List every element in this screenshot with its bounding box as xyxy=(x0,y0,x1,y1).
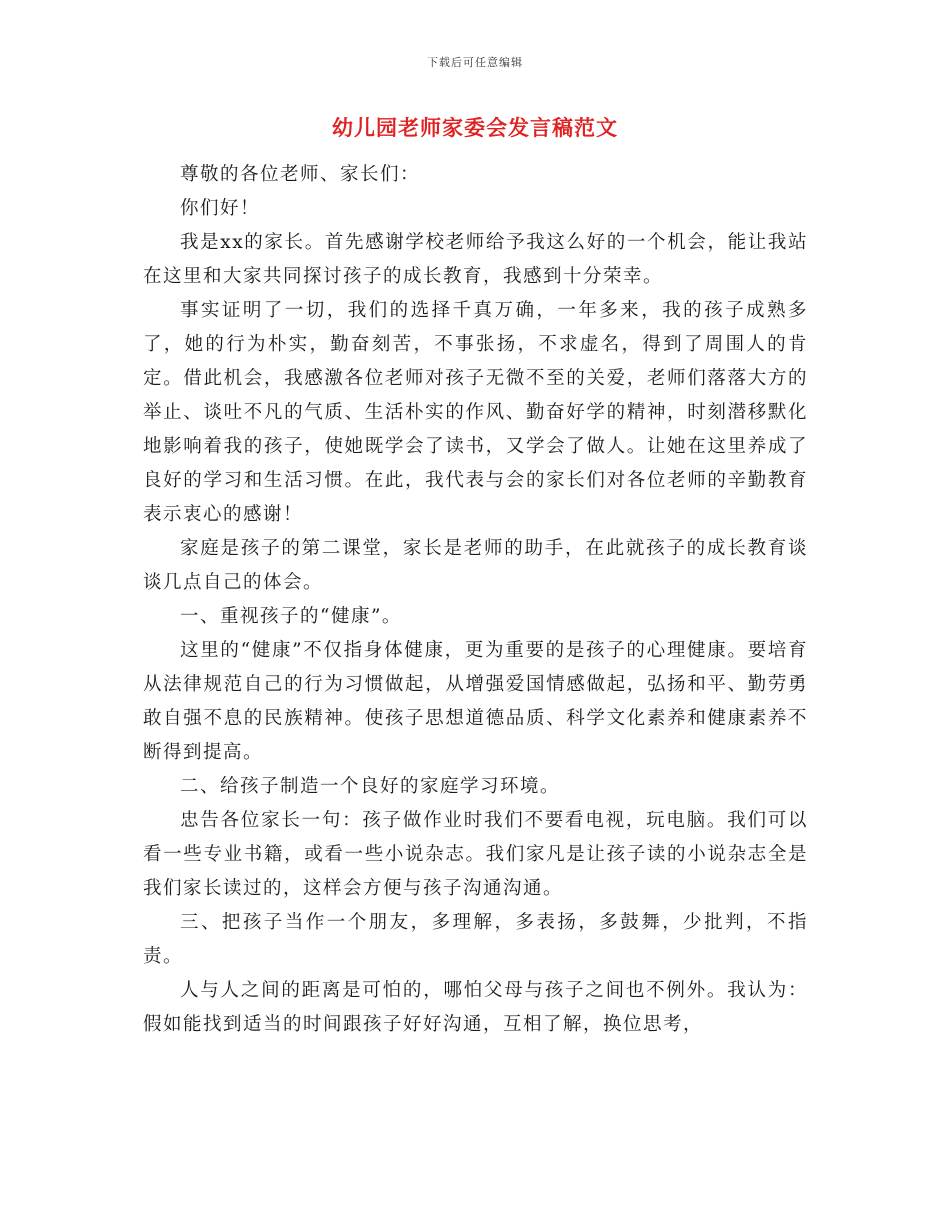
paragraph-heading-two: 二、给孩子制造一个良好的家庭学习环境。 xyxy=(180,776,561,797)
paragraph-health: 这里的“健康”不仅指身体健康，更为重要的是孩子的心理健康。要培育从法律规范自己的行为习惯做起，从增强爱国情感做起，弘扬和平、勤劳勇敢自强不息的民族精神。使孩子思想道德品质、科学文化素养和健康素养不断得到提高。 xyxy=(143,640,808,763)
document-title: 幼儿园老师家委会发言稿范文 xyxy=(332,115,618,140)
paragraph-family-classroom: 家庭是孩子的第二课堂，家长是老师的助手，在此就孩子的成长教育谈谈几点自己的体会。 xyxy=(143,538,808,593)
paragraph-hello: 你们好！ xyxy=(180,198,261,219)
header-note: 下载后可任意编辑 xyxy=(427,56,523,69)
paragraph-intro: 我是xx的家长。首先感谢学校老师给予我这么好的一个机会，能让我站在这里和大家共同探讨孩子的成长教育，我感到十分荣幸。 xyxy=(143,232,808,287)
paragraph-study-environment: 忠告各位家长一句：孩子做作业时我们不要看电视，玩电脑。我们可以看一些专业书籍，或看一些小说杂志。我们家凡是让孩子读的小说杂志全是我们家长读过的，这样会方便与孩子沟通沟通。 xyxy=(143,810,808,899)
paragraph-gratitude: 事实证明了一切，我们的选择千真万确，一年多来，我的孩子成熟多了，她的行为朴实，勤奋刻苦，不事张扬，不求虚名，得到了周围人的肯定。借此机会，我感激各位老师对孩子无微不至的关爱，老师们落落大方的举止、谈吐不凡的气质、生活朴实的作风、勤奋好学的精神，时刻潜移默化地影响着我的孩子，使她既学会了读书，又学会了做人。让她在这里养成了良好的学习和生活习惯。在此，我代表与会的家长们对各位老师的辛勤教育表示衷心的感谢！ xyxy=(143,300,808,525)
paragraph-heading-one: 一、重视孩子的“健康”。 xyxy=(180,606,402,627)
paragraph-greeting: 尊敬的各位老师、家长们： xyxy=(180,164,421,185)
paragraph-communication: 人与人之间的距离是可怕的，哪怕父母与孩子之间也不例外。我认为：假如能找到适当的时间跟孩子好好沟通，互相了解，换位思考， xyxy=(143,980,808,1035)
paragraph-heading-three: 三、把孩子当作一个朋友，多理解，多表扬，多鼓舞，少批判，不指责。 xyxy=(143,912,808,967)
document-body xyxy=(143,158,808,1042)
